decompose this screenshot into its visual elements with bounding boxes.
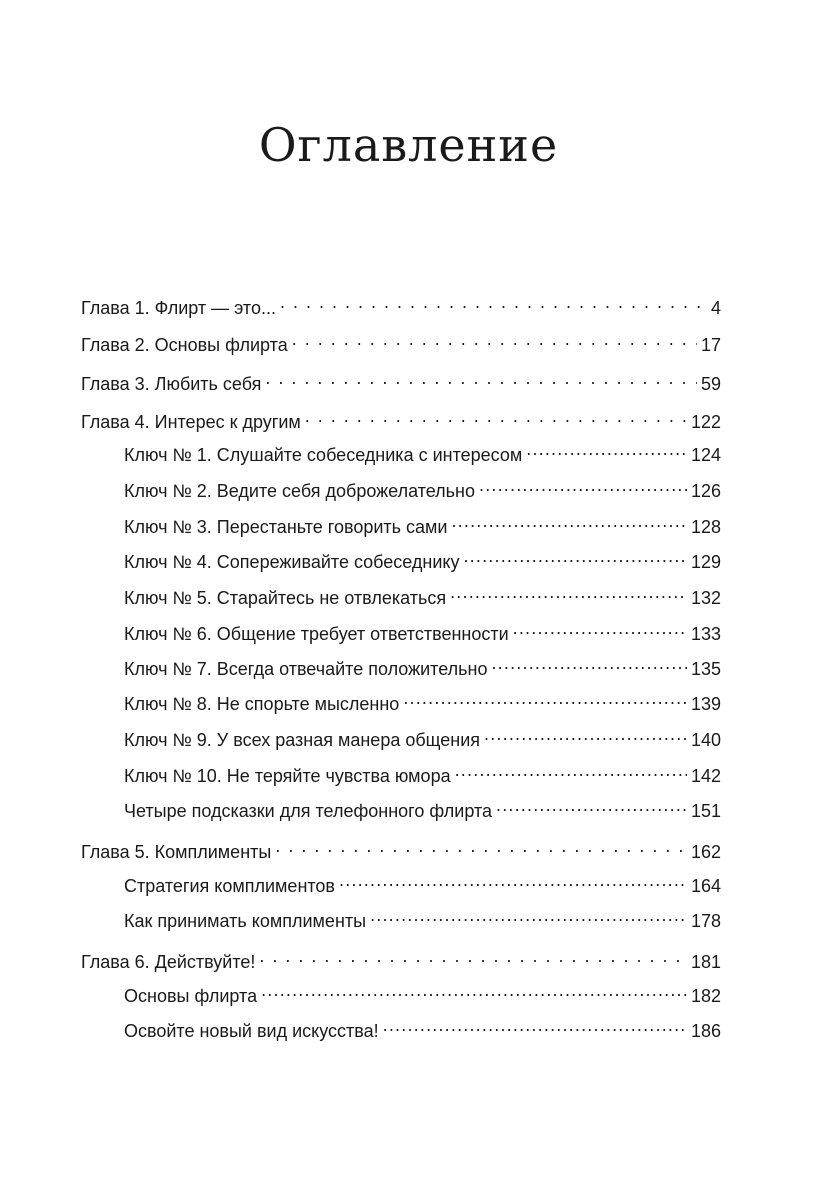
- page-title: Оглавление: [258, 118, 559, 172]
- toc-entry-label: Ключ № 3. Перестаньте говорить сами: [124, 517, 448, 537]
- toc-page-number: 17: [700, 335, 721, 355]
- dot-leader: [450, 580, 687, 604]
- toc-entry-label: Ключ № 10. Не теряйте чувства юмора: [124, 766, 451, 786]
- dot-leader: [526, 437, 687, 461]
- toc-page-number: 59: [700, 374, 721, 394]
- toc-page-number: 139: [690, 694, 721, 714]
- dot-leader: [479, 473, 687, 497]
- toc-subentry[interactable]: [124, 868, 721, 898]
- toc-entry-label: Глава 3. Любить себя: [81, 374, 262, 394]
- toc-entry-label: Как принимать комплименты: [124, 911, 367, 931]
- dot-leader: [280, 290, 707, 314]
- dot-leader: [275, 834, 687, 858]
- toc-subentry[interactable]: [124, 686, 721, 716]
- dot-leader: [484, 722, 687, 746]
- toc-subentry[interactable]: [124, 793, 721, 823]
- toc-entry-label: Ключ № 1. Слушайте собеседника с интересом: [124, 445, 523, 465]
- toc-page-number: 129: [690, 552, 721, 572]
- toc-entry-label: Освойте новый вид искусства!: [124, 1021, 379, 1041]
- toc-page-number: 124: [690, 445, 721, 465]
- dot-leader: [292, 327, 697, 351]
- dot-leader: [305, 404, 687, 428]
- toc-entry-label: Ключ № 8. Не спорьте мысленно: [124, 694, 400, 714]
- toc-page-number: 186: [690, 1021, 721, 1041]
- toc-subentry[interactable]: [124, 437, 721, 467]
- toc-page-number: 128: [690, 517, 721, 537]
- toc-page-number: 133: [690, 624, 721, 644]
- toc-entry[interactable]: [81, 366, 721, 396]
- dot-leader: [455, 758, 687, 782]
- toc-page-number: 126: [690, 481, 721, 501]
- dot-leader: [496, 793, 687, 817]
- toc-entry-label: Ключ № 7. Всегда отвечайте положительно: [124, 659, 488, 679]
- toc-subentry[interactable]: [124, 580, 721, 610]
- toc-entry-label: Ключ № 6. Общение требует ответственности: [124, 624, 509, 644]
- dot-leader: [463, 544, 686, 568]
- toc-subentry[interactable]: [124, 1013, 721, 1043]
- dot-leader: [403, 686, 687, 710]
- dot-leader: [265, 366, 697, 390]
- dot-leader: [370, 903, 687, 927]
- toc-entry-label: Четыре подсказки для телефонного флирта: [124, 801, 492, 821]
- toc-subentry[interactable]: [124, 758, 721, 788]
- dot-leader: [339, 868, 687, 892]
- toc-entry-label: Ключ № 2. Ведите себя доброжелательно: [124, 481, 475, 501]
- toc-subentry[interactable]: [124, 544, 721, 574]
- toc-page-number: 142: [690, 766, 721, 786]
- dot-leader: [491, 651, 686, 675]
- toc-entry-label: Глава 6. Действуйте!: [81, 952, 256, 972]
- dot-leader: [259, 944, 687, 968]
- toc-subentry[interactable]: [124, 651, 721, 681]
- toc-page-number: 122: [690, 412, 721, 432]
- toc-page-number: 132: [690, 588, 721, 608]
- toc-entry-label: Глава 2. Основы флирта: [81, 335, 288, 355]
- toc-page-number: 4: [710, 298, 721, 318]
- toc-page-number: 151: [690, 801, 721, 821]
- toc-page-number: 181: [690, 952, 721, 972]
- dot-leader: [513, 616, 687, 640]
- toc-subentry[interactable]: [124, 722, 721, 752]
- toc-subentry[interactable]: [124, 903, 721, 933]
- toc-subentry[interactable]: [124, 509, 721, 539]
- toc-subentry[interactable]: [124, 978, 721, 1008]
- toc-entry[interactable]: [81, 290, 721, 320]
- toc-entry[interactable]: [81, 327, 721, 357]
- dot-leader: [383, 1013, 687, 1037]
- toc-entry[interactable]: [81, 404, 721, 434]
- toc-subentry[interactable]: [124, 616, 721, 646]
- toc-page-number: 140: [690, 730, 721, 750]
- toc-subentry[interactable]: [124, 473, 721, 503]
- toc-entry-label: Ключ № 4. Сопереживайте собеседнику: [124, 552, 460, 572]
- toc-entry-label: Стратегия комплиментов: [124, 876, 335, 896]
- toc-entry[interactable]: [81, 944, 721, 974]
- toc-page-number: 178: [690, 911, 721, 931]
- toc-page-number: 164: [690, 876, 721, 896]
- toc-entry-label: Основы флирта: [124, 986, 258, 1006]
- toc-entry-label: Ключ № 5. Старайтесь не отвлекаться: [124, 588, 447, 608]
- toc-page-number: 162: [690, 842, 721, 862]
- toc-entry-label: Ключ № 9. У всех разная манера общения: [124, 730, 481, 750]
- dot-leader: [451, 509, 686, 533]
- toc-page-number: 135: [690, 659, 721, 679]
- dot-leader: [261, 978, 687, 1002]
- toc-entry-label: Глава 1. Флирт — это...: [81, 298, 276, 318]
- toc-entry[interactable]: [81, 834, 721, 864]
- toc-entry-label: Глава 5. Комплименты: [81, 842, 272, 862]
- toc-entry-label: Глава 4. Интерес к другим: [81, 412, 301, 432]
- toc-page-number: 182: [690, 986, 721, 1006]
